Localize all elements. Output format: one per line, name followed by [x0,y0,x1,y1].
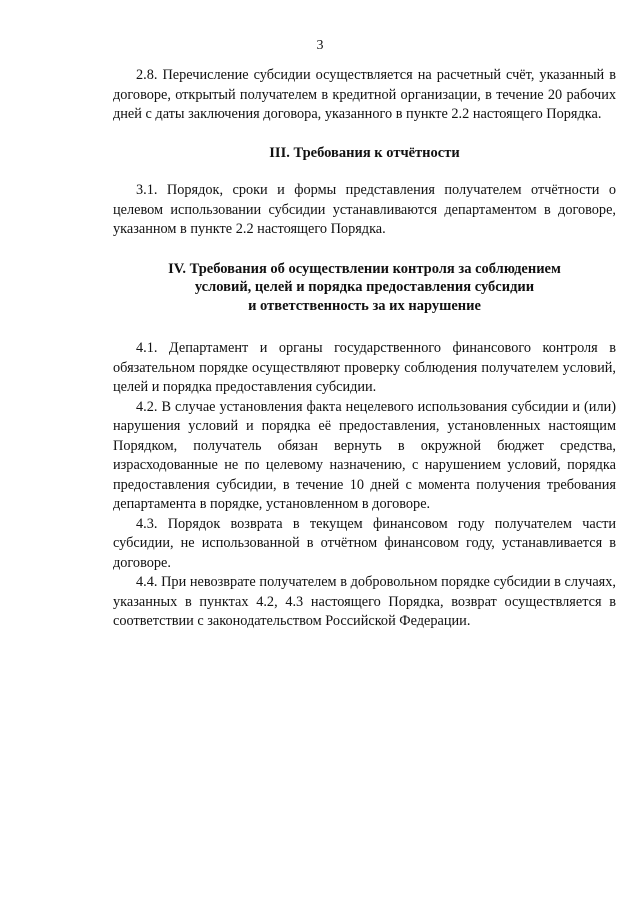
paragraph-3-1: 3.1. Порядок, сроки и формы представления получателем отчётности о целевом использовании субсидии устанавливаются департаментом в договоре, указанном в пункте 2.2 настоящего Порядка. [113,182,616,237]
page-number: 3 [316,38,324,53]
paragraph-2-8: 2.8. Перечисление субсидии осуществляется на расчетный счёт, указанный в договоре, открытый получателем в кредитной организации, в течение 20 рабочих дней с даты заключения договора, указанного в пункте 2.2 настоящего Порядка. [113,67,616,122]
paragraph-4-1: 4.1. Департамент и органы государственного финансового контроля в обязательном порядке осуществляют проверку соблюдения получателем условий, целей и порядка предоставления субсидии. [113,340,616,395]
section-4-heading-line-1: IV. Требования об осуществлении контроля за соблюдением [168,260,561,277]
paragraph-4-3: 4.3. Порядок возврата в текущем финансовом году получателем части субсидии, не использованной в отчётном финансовом году, устанавливается в договоре. [113,515,616,571]
paragraph-4-4: 4.4. При невозврате получателем в добровольном порядке субсидии в случаях, указанных в пунктах 4.2, 4.3 настоящего Порядка, возврат осуществляется в соответствии с законодательством Российской Федерации. [113,574,616,629]
paragraph-4-2: 4.2. В случае установления факта нецелевого использования субсидии и (или) нарушения условий и порядка её предоставления, установленных настоящим Порядком, получатель обязан вернуть в окружной бюджет средства, израсходованные не по целевому назначению, с нарушением условий, порядка предоставления субсидии, в течение 10 дней с момента получения требования департамента в порядке, установленном в договоре. [113,398,616,512]
document-body [113,66,616,632]
section-4-heading [113,260,616,316]
section-4-heading-line-3: и ответственность за их нарушение [248,297,481,314]
section-4-heading-line-2: условий, целей и порядка предоставления субсидии [194,279,535,295]
section-3-heading: III. Требования к отчётности [269,144,460,161]
